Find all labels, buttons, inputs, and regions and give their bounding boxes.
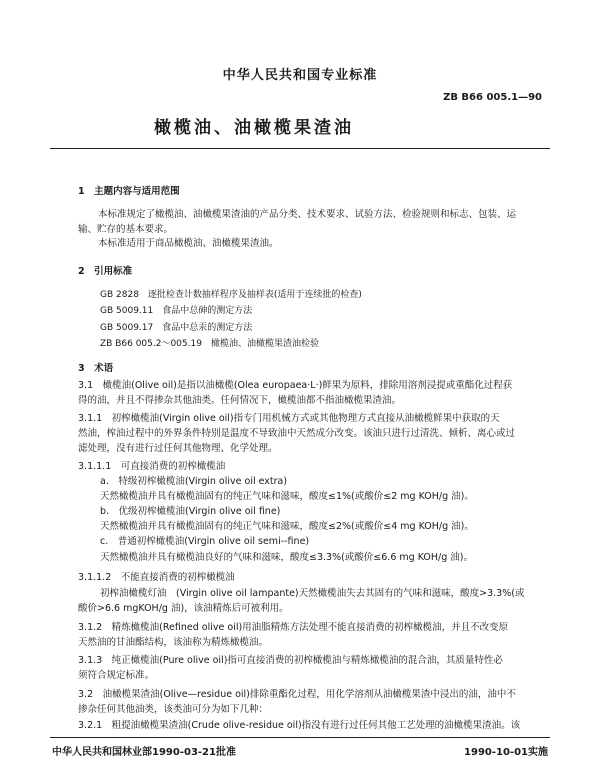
term-3-2-1-line-1: 3.2.1 粗提油橄榄果渣油(Crude olive-residue oil)指没有进行过任何其他工艺处理的油橄榄果渣油。该 xyxy=(78,720,521,731)
footer-rule xyxy=(50,737,550,738)
term-3-1-1-line-2: 然油，榨油过程中的外界条件特别是温度不导致油中天然成分改变。该油只进行过清洗、倾析、离心或过 xyxy=(78,428,516,439)
term-3-1-3-line-1: 3.1.3 纯正橄榄油(Pure olive oil)指可直接消费的初榨橄榄油与精炼橄榄油的混合油，其质量特性必 xyxy=(78,655,503,666)
section-1-para-1-line-1: 本标准规定了橄榄油、油橄榄果渣油的产品分类、技术要求、试验方法、检验规则和标志、包装、运 xyxy=(98,209,517,220)
section-1-para-2: 本标准适用于商品橄榄油、油橄榄果渣油。 xyxy=(98,238,279,249)
section-2-heading: 2 引用标准 xyxy=(78,266,133,277)
item-c-body: 天然橄榄油并具有橄榄油良好的气味和滋味，酸度≤3.3%(或酸价≤6.6 mg KOH/g 油)。 xyxy=(100,552,473,563)
item-b-body: 天然橄榄油并具有橄榄油固有的纯正气味和滋味，酸度≤2%(或酸价≤4 mg KOH/g 油)。 xyxy=(100,521,474,532)
standard-header-title: 中华人民共和国专业标准 xyxy=(222,68,378,83)
item-b-heading: b. 优级初榨橄榄油(Virgin olive oil fine) xyxy=(100,506,281,517)
reference-item: GB 2828 逐批检查计数抽样程序及抽样表(适用于连续批的检查) xyxy=(100,290,362,300)
section-1-para-1-line-2: 输、贮存的基本要求。 xyxy=(78,224,174,235)
issuer-approval: 中华人民共和国林业部1990-03-21批准 xyxy=(52,747,236,758)
term-3-1-line-1: 3.1 橄榄油(Olive oil)是指以油橄榄(Olea europaea·L·)鲜果为原料，排除用溶剂浸提或重酯化过程获 xyxy=(78,380,513,391)
reference-item: GB 5009.17 食品中总汞的测定方法 xyxy=(100,323,253,333)
reference-item: GB 5009.11 食品中总砷的测定方法 xyxy=(100,306,253,316)
term-3-1-line-2: 得的油，并且不得掺杂其他油类。任何情况下，橄榄油都不指油橄榄果渣油。 xyxy=(78,395,402,406)
section-1-heading: 1 主题内容与适用范围 xyxy=(78,186,180,197)
term-3-1-2-line-1: 3.1.2 精炼橄榄油(Refined olive oil)用油脂精炼方法处理不能直接消费的初榨橄榄油，并且不改变原 xyxy=(78,622,509,633)
term-3-1-1-1: 3.1.1.1 可直接消费的初榨橄榄油 xyxy=(78,461,226,472)
effective-date: 1990-10-01实施 xyxy=(464,747,548,758)
term-3-1-1-2-line-1: 初榨油橄榄灯油 (Virgin olive oil lampante)天然橄榄油失去其固有的气味和滋味，酸度>3.3%(或 xyxy=(100,588,525,599)
section-3-heading: 3 术语 xyxy=(78,363,114,374)
item-a-body: 天然橄榄油并具有橄榄油固有的纯正气味和滋味，酸度≤1%(或酸价≤2 mg KOH/g 油)。 xyxy=(100,491,474,502)
header-rule xyxy=(50,148,550,149)
term-3-1-1-2-line-2: 酸价>6.6 mgKOH/g 油)，该油精炼后可被利用。 xyxy=(78,603,289,614)
term-3-1-2-line-2: 天然油的甘油酯结构，该油称为精炼橄榄油。 xyxy=(78,637,269,648)
reference-item: ZB B66 005.2～005.19 橄榄油、油橄榄果渣油检验 xyxy=(100,339,319,349)
standard-number: ZB B66 005.1—90 xyxy=(443,92,542,103)
term-3-1-1-line-3: 滤处理，没有进行过任何其他物理、化学处理。 xyxy=(78,443,278,454)
term-3-2-line-1: 3.2 油橄榄果渣油(Olive—residue oil)排除重酯化过程，用化学溶剂从油橄榄果渣中浸出的油，油中不 xyxy=(78,689,516,700)
term-3-1-1-2: 3.1.1.2 不能直接消费的初榨橄榄油 xyxy=(78,572,235,583)
item-c-heading: c. 普通初榨橄榄油(Virgin olive oil semi--fine) xyxy=(100,536,310,547)
term-3-1-3-line-2: 须符合规定标准。 xyxy=(78,670,155,681)
term-3-1-1-line-1: 3.1.1 初榨橄榄油(Virgin olive oil)指专门用机械方式或其他物理方式直接从油橄榄鲜果中获取的天 xyxy=(78,413,500,424)
document-title: 橄榄油、油橄榄果渣油 xyxy=(154,118,354,138)
item-a-heading: a. 特级初榨橄榄油(Virgin olive oil extra) xyxy=(100,476,288,487)
term-3-2-line-2: 掺杂任何其他油类，该类油可分为如下几种： xyxy=(78,704,269,715)
